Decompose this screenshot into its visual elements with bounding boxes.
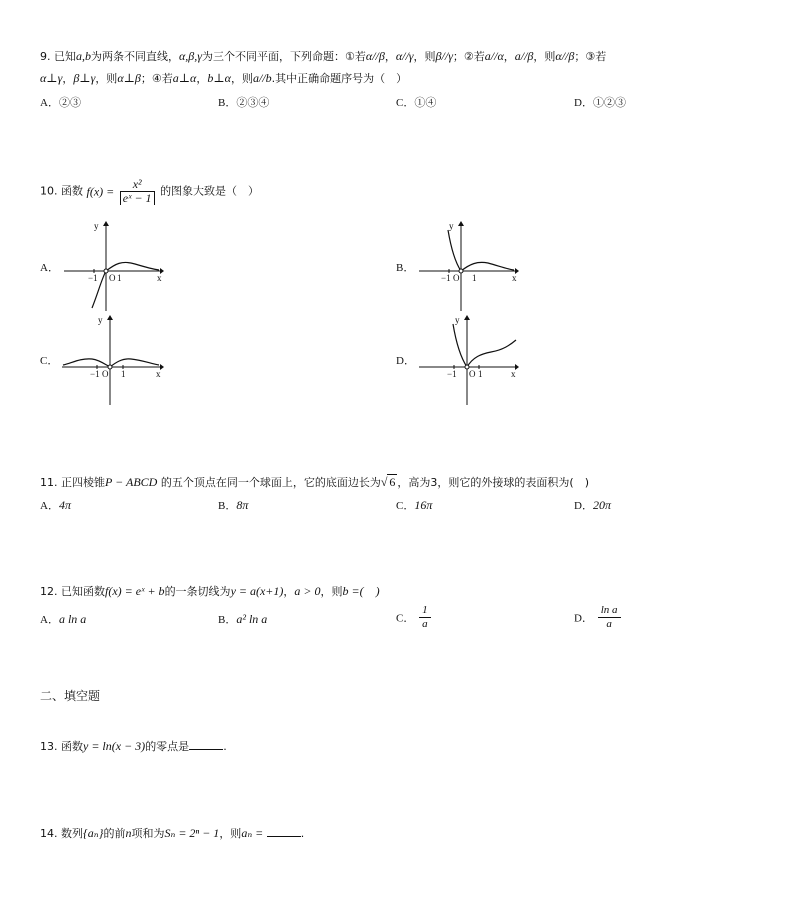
svg-text:O: O [453,273,460,283]
svg-text:1: 1 [117,273,122,283]
svg-text:O: O [469,369,476,379]
q11-option-a[interactable]: A．4π [40,498,71,512]
svg-text:x: x [157,273,162,283]
svg-text:1: 1 [121,369,126,379]
q14-stem: 14. 数列{aₙ}的前n项和为Sₙ = 2ⁿ − 1，则aₙ = . [40,826,305,840]
svg-text:y: y [98,315,103,325]
q12-option-d[interactable]: D． $\frac{\text{ln a}}{a}$ [574,604,623,631]
svg-text:O: O [102,369,109,379]
svg-text:−1: −1 [447,369,457,379]
q10-graph-b[interactable] [415,218,525,313]
q10-stem: 10. 函数 f(x) = $\frac{\text{x²}}{\text{eˣ − 1}}$ 的图象大致是（ ） [40,177,260,205]
svg-text:−1: −1 [441,273,451,283]
q10-option-b-label[interactable]: B． [396,262,415,274]
q13-stem: 13. 函数y = ln(x − 3)的零点是 . [40,739,227,753]
q10-option-c-label[interactable]: C． [40,355,59,367]
q12-option-c[interactable]: C． $\frac{1}{a}$ [396,604,433,631]
q12-option-b[interactable]: B．a² ln a [218,612,268,626]
svg-text:O: O [109,273,116,283]
q9-option-d[interactable]: D．①②③ [574,97,626,109]
q10-option-a-label[interactable]: A． [40,262,59,274]
q11-option-b[interactable]: B．8π [218,498,249,512]
svg-text:y: y [449,221,454,231]
svg-text:−1: −1 [88,273,98,283]
q10-graph-d[interactable] [415,312,525,407]
svg-text:x: x [511,369,516,379]
svg-text:1: 1 [472,273,477,283]
q9-line1: 9. 已知a,b为两条不同直线，α,β,γ为三个不同平面，下列命题：①若α//β，α//γ，则β//γ；②若a//α，a//β，则α//β；③若 [40,49,607,63]
q9-option-c[interactable]: C．①④ [396,97,437,109]
svg-text:x: x [512,273,517,283]
q10-option-d-label[interactable]: D． [396,355,415,367]
q10-fraction: $\frac{\text{x²}}{\text{eˣ − 1}}$ [120,178,155,205]
q11-option-d[interactable]: D．20π [574,498,611,512]
svg-text:−1: −1 [90,369,100,379]
q11-option-c[interactable]: C．16π [396,498,433,512]
q9-option-a[interactable]: A．②③ [40,97,81,109]
section-title: 二、填空题 [40,689,101,703]
q9-option-b[interactable]: B．②③④ [218,97,270,109]
q14-answer-blank[interactable] [267,826,301,837]
q12-stem: 12. 已知函数f(x) = eˣ + b的一条切线为y = a(x+1)，a > 0，则b =( ) [40,584,380,598]
q9-number: 9. [40,50,51,63]
q12-option-a[interactable]: A．a ln a [40,612,87,626]
svg-text:y: y [455,315,460,325]
q10-graph-c[interactable] [60,312,170,407]
svg-text:y: y [94,221,99,231]
q13-answer-blank[interactable] [189,739,223,750]
q11-stem: 11. 正四棱锥P − ABCD 的五个顶点在同一个球面上，它的底面边长为√ 6 ，高为3，则它的外接球的表面积为( ) [40,475,590,489]
svg-text:1: 1 [478,369,483,379]
q9-line2: α⊥γ，β⊥γ，则α⊥β；④若a⊥α，b⊥α，则a//b.其中正确命题序号为（ ） [40,71,408,85]
svg-text:x: x [156,369,161,379]
q10-graph-a[interactable] [60,218,170,313]
